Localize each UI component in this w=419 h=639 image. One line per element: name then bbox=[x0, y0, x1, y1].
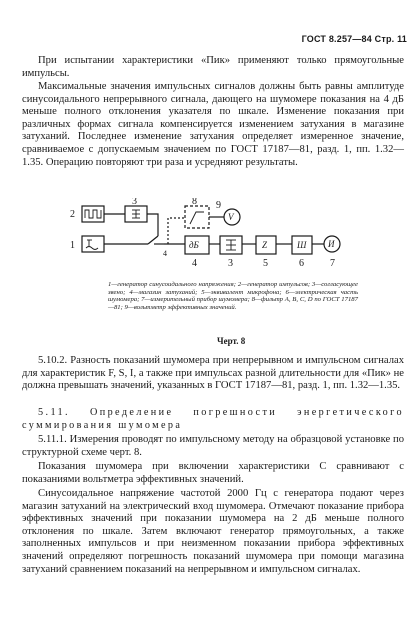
paragraph-pulse-note: При испытании характеристики «Пик» применяют только прямоугольные импульсы. bbox=[22, 55, 404, 79]
block-sine-generator bbox=[82, 236, 104, 252]
paragraph-procedure: Синусоидальное напряжение частотой 2000 Гц с генератора подают через магазин затуханий на электрический вход шумомера. Отмечают показание прибора эффективных значений при показании шумомера на 2 дБ меньше полного отклонения по шкале. Затем включают генератор прямоугольных, а также заполненных импульсов и при неизменном показании прибора эффективных значений определяют погрешность показаний шумомера при помощи магазина затуханий сравнением показаний на непрерывном и импульсном сигналах. bbox=[22, 488, 404, 575]
label-4-switch: 4 bbox=[163, 249, 167, 258]
paragraph-5-11-1: 5.11.1. Измерения проводят по импульсному методу на образцовой установке по структурной схеме черт. 8. bbox=[22, 434, 404, 458]
block-label-i: И bbox=[328, 239, 335, 249]
block-label-sh: Ш bbox=[297, 240, 307, 250]
label-1: 1 bbox=[70, 240, 75, 251]
label-9: 9 bbox=[216, 200, 221, 211]
label-4-bottom: 4 bbox=[192, 258, 197, 269]
label-6: 6 bbox=[299, 258, 304, 269]
label-5: 5 bbox=[263, 258, 268, 269]
paragraph-max-values: Максимальные значения импульсных сигналов должны быть равны амплитуде синусоидального непрерывного сигнала, дающего на шумомере показания на 4 дБ меньше полного отклонения указателя по шкале. Изменение показания при различных формах сигнала компенсируется изменением затухания в магазине затуханий. Последнее изменение затухания определяет измеренное значение, сравниваемое с допускаемым значением по ГОСТ 17187—81, разд. 1, пп. 1.32—1.35. Операцию повторяют три раза и усредняют результаты. bbox=[22, 81, 404, 168]
block-label-db: дБ bbox=[189, 240, 199, 250]
label-3-bottom: 3 bbox=[228, 258, 233, 269]
block-label-v: V bbox=[228, 212, 234, 222]
label-7: 7 bbox=[330, 258, 335, 269]
section-heading-5-11: 5.11. Определение погрешности энергетического суммирования шумомера bbox=[22, 407, 404, 431]
block-diagram bbox=[60, 198, 360, 278]
page-header: ГОСТ 8.257—84 Стр. 11 bbox=[301, 34, 407, 44]
block-label-z: Z bbox=[262, 240, 268, 250]
label-8: 8 bbox=[192, 198, 197, 207]
block-filter bbox=[185, 206, 209, 228]
paragraph-5-10-2: 5.10.2. Разность показаний шумомера при непрерывном и импульсном сигналах для характеристик F, S, I, а также при импульсах разной длительности для «Пик» не должна превышать значений, указанных в ГОСТ 17187—81, разд. 1, пп. 1.32—1.35. bbox=[22, 355, 404, 392]
paragraph-comparison: Показания шумомера при включении характеристики С сравнивают с показаниями вольтметра эффективных значений. bbox=[22, 461, 404, 485]
label-3-top: 3 bbox=[132, 198, 137, 207]
label-2: 2 bbox=[70, 209, 75, 220]
figure-caption: Черт. 8 bbox=[217, 336, 246, 346]
diagram-legend: 1—генератор синусоидального напряжения; 2—генератор импульсов; 3—согласующее звено; 4—магазин затуханий; 5—эквивалент микрофона; 6—электрическая часть шумомера; 7—измерительный прибор шумомера; 8—фильтр А, В, С, D по ГОСТ 17187—81; 9—вольтметр эффективных значений. bbox=[108, 281, 358, 311]
